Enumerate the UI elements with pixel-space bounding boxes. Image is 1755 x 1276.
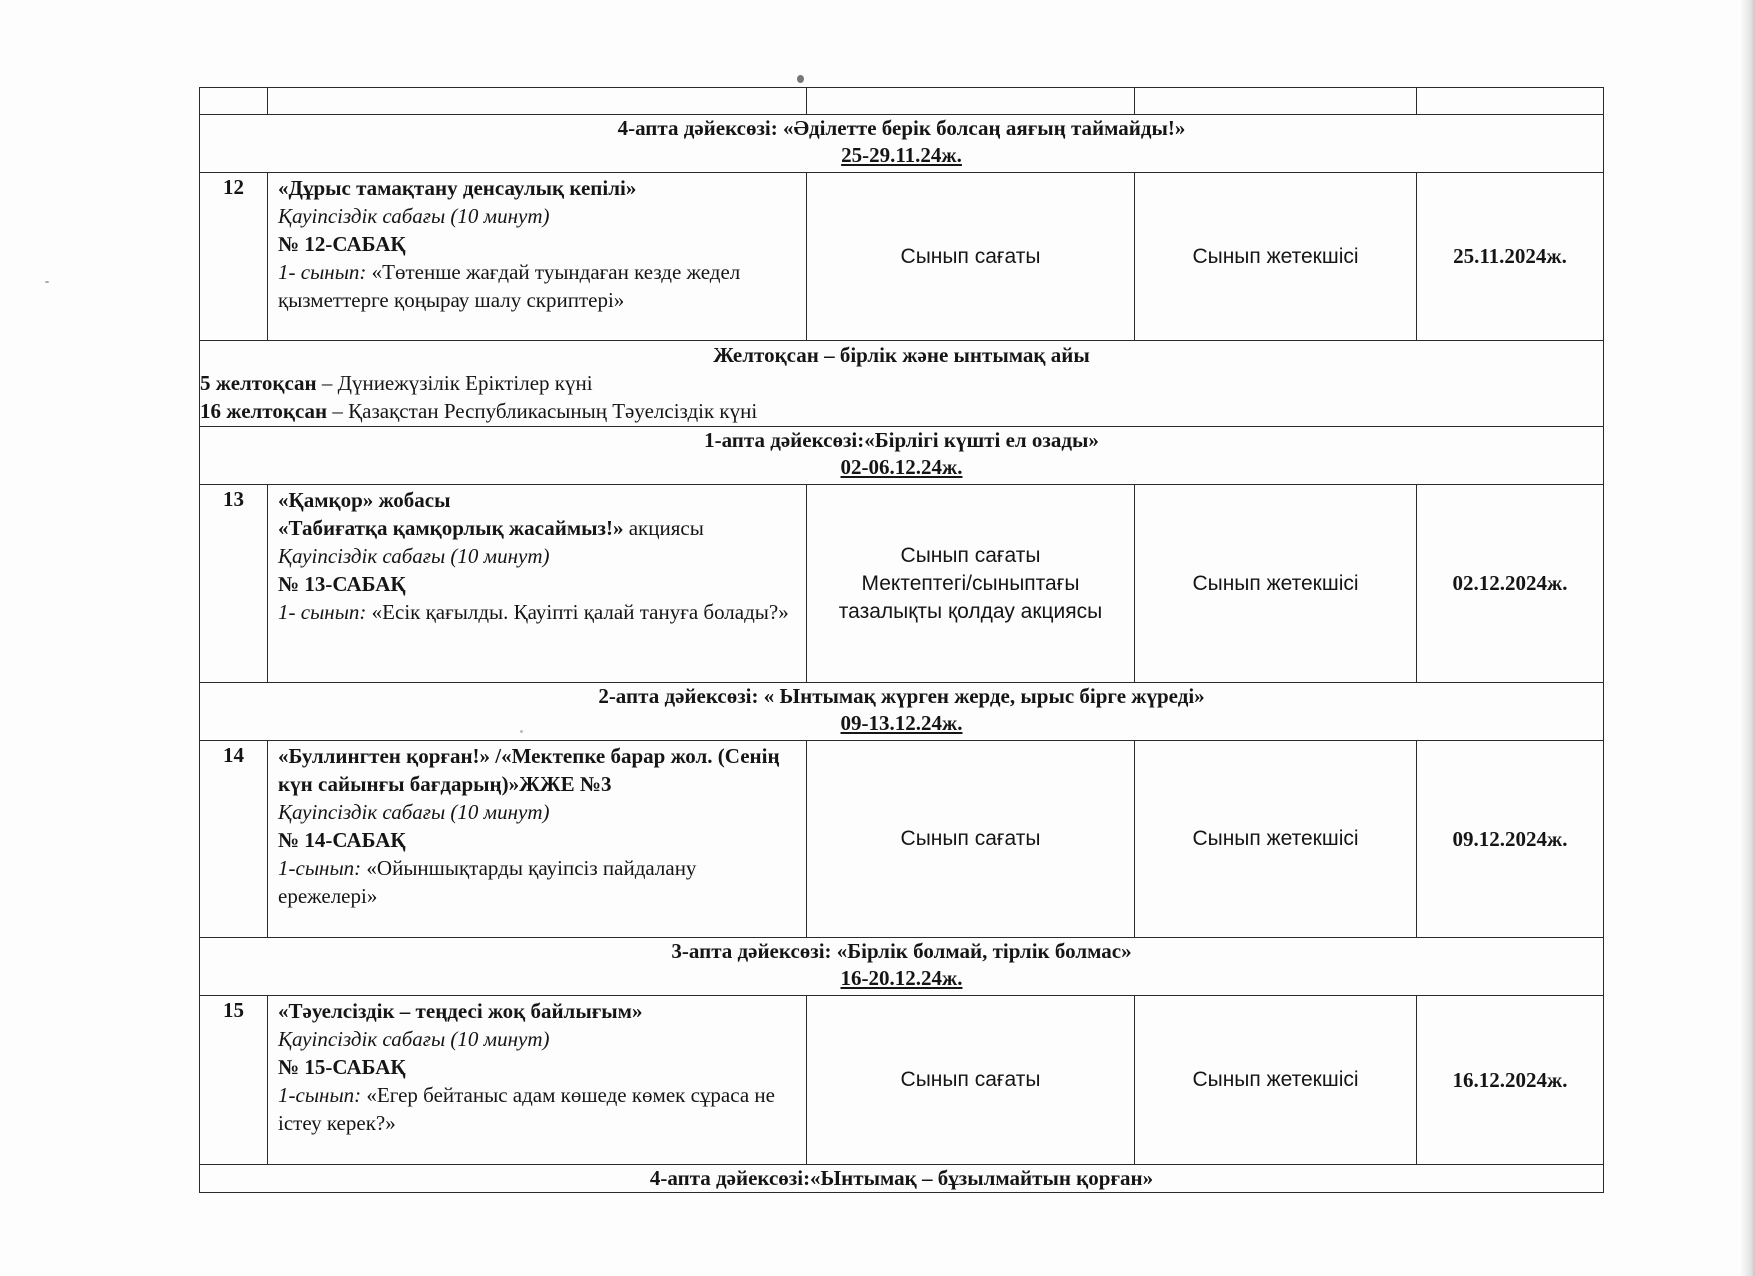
grade-label: 1- сынып:: [278, 600, 367, 624]
grade-label: 1-сынып:: [278, 1083, 362, 1107]
form-cell: Сынып сағаты: [807, 741, 1135, 938]
table-row-top-remnant: [200, 88, 1604, 115]
holiday-name: – Қазақстан Республикасының Тәуелсіздік күні: [327, 399, 758, 423]
week-quote: 4-апта дәйексөзі: «Әділетте берік болсаң аяғың таймайды!»: [617, 116, 1186, 140]
safety-lesson-label: Қауіпсіздік сабағы (10 минут): [278, 800, 550, 824]
safety-lesson-label: Қауіпсіздік сабағы (10 минут): [278, 204, 550, 228]
grade-topic: [278, 598, 798, 626]
grade-topic-text: «Ойыншықтарды қауіпсіз пайдалану ережелері»: [278, 856, 697, 908]
topic-title: «Қамқор» жобасы: [278, 488, 451, 512]
form-type: Сынып сағаты: [900, 543, 1041, 567]
week-dates: 25-29.11.24ж.: [841, 143, 962, 167]
grade-topic-text: «Егер бейтаныс адам көшеде көмек сұраса не істеу керек?»: [278, 1083, 775, 1135]
row-number: 14: [200, 741, 268, 938]
week-quote-row: [200, 1165, 1604, 1193]
row-number: 15: [200, 996, 268, 1165]
table-cell: [268, 88, 807, 115]
lesson-number: № 13-САБАҚ: [278, 572, 406, 596]
safety-lesson-label: Қауіпсіздік сабағы (10 минут): [278, 1027, 550, 1051]
date-cell: 09.12.2024ж.: [1417, 741, 1604, 938]
date-cell: 02.12.2024ж.: [1417, 485, 1604, 683]
topic-title: «Буллингтен қорған!» /«Мектепке барар жол. (Сенің күн сайынғы бағдарың)»ЖЖЕ №3: [278, 744, 780, 796]
responsible-cell: Сынып жетекшісі: [1135, 996, 1417, 1165]
holiday-date: 16 желтоқсан: [200, 399, 328, 423]
week-quote-cell: [200, 683, 1604, 741]
row-number: 13: [200, 485, 268, 683]
holiday-date: 5 желтоқсан: [200, 371, 317, 395]
row-number: 12: [200, 173, 268, 341]
grade-label: 1- сынып:: [278, 260, 367, 284]
action-name: «Табиғатқа қамқорлық жасаймыз!»: [278, 516, 624, 540]
form-action: Мектептегі/сыныптағы тазалықты қолдау акциясы: [838, 571, 1103, 623]
topic-cell: [268, 741, 807, 938]
week-quote: 3-апта дәйексөзі: «Бірлік болмай, тірлік болмас»: [671, 939, 1132, 963]
week-dates: 02-06.12.24ж.: [840, 455, 963, 479]
grade-topic: [278, 258, 798, 314]
week-quote-row: [200, 115, 1604, 173]
topic-title: «Тәуелсіздік – теңдесі жоқ байлығым»: [278, 999, 643, 1023]
month-header-row: [200, 341, 1604, 427]
action-suffix: акциясы: [623, 516, 704, 540]
table-cell: [1417, 88, 1604, 115]
grade-topic-text: «Есік қағылды. Қауіпті қалай тануға болады?»: [366, 600, 789, 624]
table-cell: [807, 88, 1135, 115]
topic-title: «Дұрыс тамақтану денсаулық кепілі»: [278, 176, 637, 200]
activity-plan-table: [199, 87, 1604, 1193]
lesson-number: № 14-САБАҚ: [278, 828, 406, 852]
table-row: [200, 173, 1604, 341]
topic-cell: [268, 485, 807, 683]
week-quote: 1-апта дәйексөзі:«Бірлігі күшті ел озады»: [704, 428, 1099, 452]
week-quote-cell: [200, 427, 1604, 485]
lesson-number: № 12-САБАҚ: [278, 232, 406, 256]
week-dates: 09-13.12.24ж.: [840, 711, 963, 735]
week-quote: 4-апта дәйексөзі:«Ынтымақ – бұзылмайтын қорған»: [649, 1166, 1154, 1190]
week-dates: 16-20.12.24ж.: [840, 966, 963, 990]
week-quote-cell: [200, 115, 1604, 173]
grade-label: 1-сынып:: [278, 856, 362, 880]
holiday-name: – Дүниежүзілік Еріктілер күні: [316, 371, 593, 395]
holiday-line: [200, 397, 1603, 425]
week-quote-cell: [200, 938, 1604, 996]
responsible-cell: Сынып жетекшісі: [1135, 173, 1417, 341]
table-row: [200, 996, 1604, 1165]
responsible-cell: Сынып жетекшісі: [1135, 485, 1417, 683]
week-quote-row: [200, 683, 1604, 741]
month-header-cell: [200, 341, 1604, 427]
topic-subtitle: [278, 514, 798, 542]
date-cell: 16.12.2024ж.: [1417, 996, 1604, 1165]
date-cell: 25.11.2024ж.: [1417, 173, 1604, 341]
holiday-line: [200, 369, 1603, 397]
table-row: [200, 741, 1604, 938]
topic-cell: [268, 173, 807, 341]
scan-speck: [797, 75, 804, 83]
week-quote-row: [200, 427, 1604, 485]
lesson-number: № 15-САБАҚ: [278, 1055, 406, 1079]
week-quote: 2-апта дәйексөзі: « Ынтымақ жүрген жерде, ырыс бірге жүреді»: [598, 684, 1205, 708]
grade-topic: [278, 854, 798, 910]
page-edge-shadow: [1739, 0, 1755, 1276]
form-cell: Сынып сағаты: [807, 173, 1135, 341]
form-cell: Сынып сағаты: [807, 996, 1135, 1165]
form-cell: [807, 485, 1135, 683]
responsible-cell: Сынып жетекшісі: [1135, 741, 1417, 938]
table-cell: [1135, 88, 1417, 115]
table-cell: [200, 88, 268, 115]
grade-topic: [278, 1081, 798, 1137]
scan-speck: [45, 281, 49, 283]
topic-cell: [268, 996, 807, 1165]
safety-lesson-label: Қауіпсіздік сабағы (10 минут): [278, 544, 550, 568]
table-row: [200, 485, 1604, 683]
week-quote-cell: [200, 1165, 1604, 1193]
month-title: Желтоқсан – бірлік және ынтымақ айы: [713, 343, 1090, 367]
week-quote-row: [200, 938, 1604, 996]
grade-topic-text: «Төтенше жағдай туындаған кезде жедел қызметтерге қоңырау шалу скриптері»: [278, 260, 741, 312]
